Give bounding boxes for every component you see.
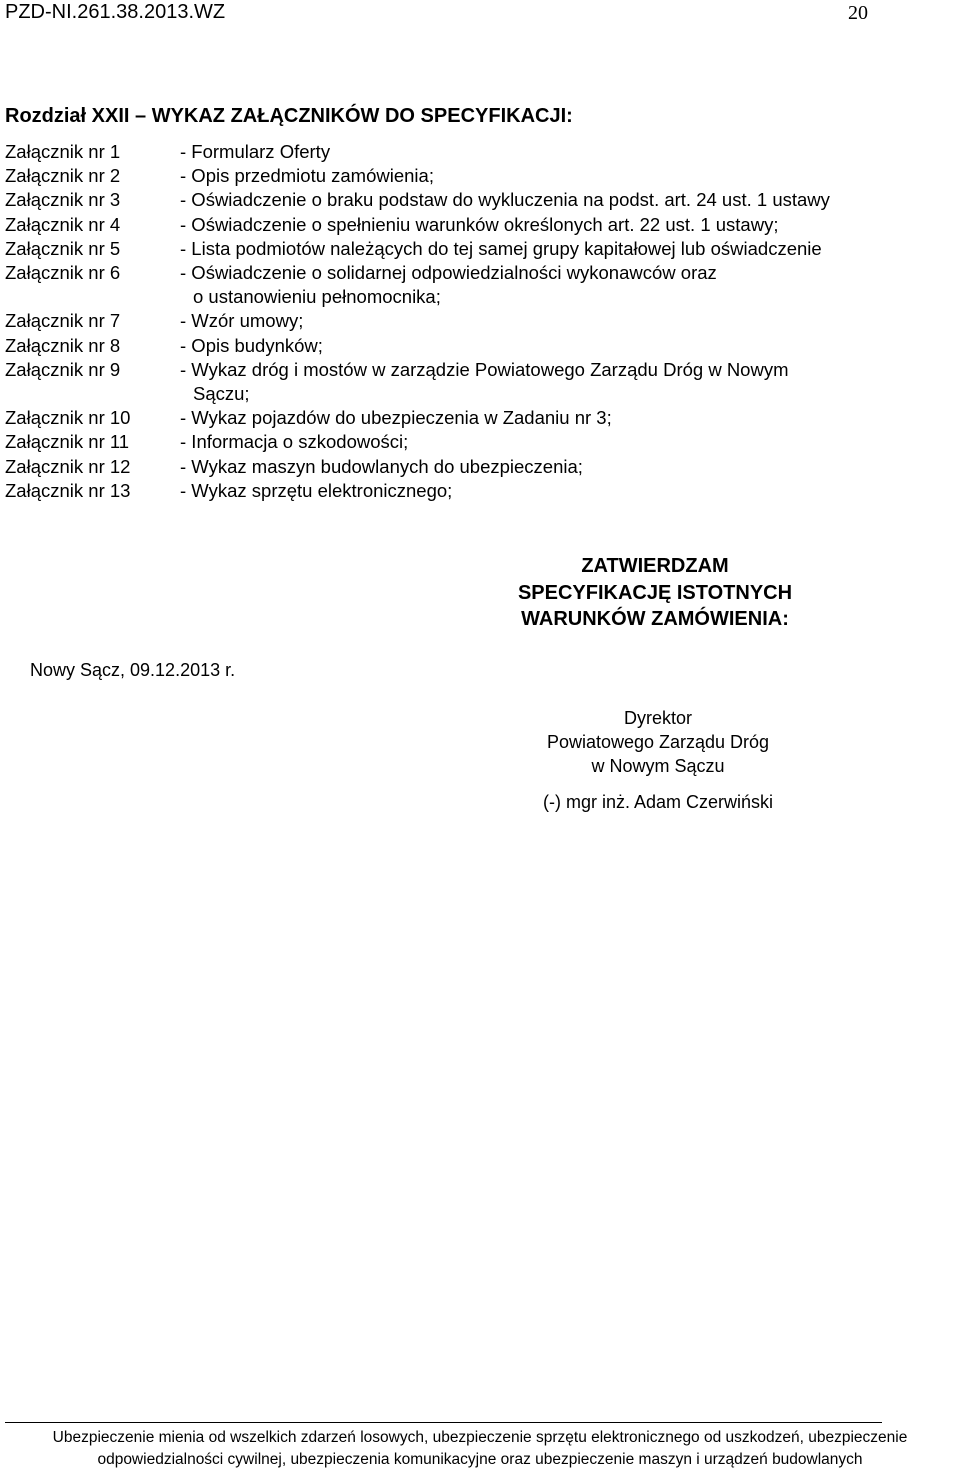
signature-name: (-) mgr inż. Adam Czerwiński	[542, 792, 774, 812]
chapter-title: Rozdział XXII – WYKAZ ZAŁĄCZNIKÓW DO SPECYFIKACJI:	[5, 105, 573, 127]
attachment-row	[5, 309, 955, 333]
attachment-row	[5, 430, 955, 454]
attachment-description	[180, 358, 955, 406]
attachment-label: Załącznik nr 10	[5, 407, 131, 429]
attachment-row	[5, 213, 955, 237]
attachment-label: Załącznik nr 4	[5, 213, 121, 235]
signature-city: w Nowym Sączu	[591, 756, 725, 776]
place-and-date: Nowy Sącz, 09.12.2013 r.	[30, 660, 236, 680]
attachment-description-line: - Wykaz pojazdów do ubezpieczenia w Zadaniu nr 3;	[180, 407, 612, 429]
attachment-row	[5, 479, 955, 503]
footer-divider	[5, 1422, 882, 1423]
footer	[0, 1427, 960, 1471]
attachment-label: Załącznik nr 1	[5, 141, 121, 162]
document-reference: PZD-NI.261.38.2013.WZ	[5, 1, 226, 23]
attachment-description	[180, 334, 955, 358]
attachment-description-line: - Wykaz sprzętu elektronicznego;	[180, 479, 453, 501]
attachment-label: Załącznik nr 11	[5, 431, 130, 453]
attachment-row	[5, 164, 955, 188]
attachment-description-line: - Wykaz maszyn budowlanych do ubezpieczenia;	[180, 455, 583, 477]
approval-line-2: SPECYFIKACJĘ ISTOTNYCH	[517, 581, 793, 604]
attachment-description	[180, 188, 955, 212]
attachment-description-line: - Oświadczenie o braku podstaw do wykluczenia na podst. art. 24 ust. 1 ustawy	[180, 189, 830, 211]
attachment-description	[180, 164, 955, 188]
attachment-description-line: - Lista podmiotów należących do tej samej grupy kapitałowej lub oświadczenie	[180, 237, 822, 259]
signature-title: Dyrektor	[623, 708, 692, 728]
attachment-row	[5, 140, 955, 164]
signature-block	[508, 706, 808, 814]
attachment-description-line: - Opis przedmiotu zamówienia;	[180, 165, 434, 187]
attachment-label: Załącznik nr 7	[5, 310, 121, 332]
attachment-description-line: - Oświadczenie o solidarnej odpowiedzialności wykonawców oraz	[180, 262, 717, 284]
footer-line-2: odpowiedzialności cywilnej, ubezpieczenia komunikacyjne oraz ubezpieczenie maszyn i urządzeń budowlanych	[97, 1451, 863, 1468]
attachment-description-line: o ustanowieniu pełnomocnika;	[193, 286, 441, 308]
attachment-description	[180, 261, 955, 309]
attachment-description-line: - Informacja o szkodowości;	[180, 431, 409, 453]
approval-line-3: WARUNKÓW ZAMÓWIENIA:	[521, 608, 789, 630]
attachment-label: Załącznik nr 9	[5, 358, 121, 380]
attachment-label: Załącznik nr 12	[5, 455, 131, 477]
attachment-description-line: - Wykaz dróg i mostów w zarządzie Powiatowego Zarządu Dróg w Nowym	[180, 358, 789, 380]
approval-block	[490, 553, 820, 633]
attachment-label: Załącznik nr 3	[5, 189, 121, 211]
attachment-label: Załącznik nr 6	[5, 262, 121, 284]
attachment-row	[5, 455, 955, 479]
attachment-row	[5, 406, 955, 430]
page-number: 20	[848, 2, 868, 24]
attachment-label: Załącznik nr 5	[5, 237, 121, 259]
attachment-label: Załącznik nr 13	[5, 479, 131, 501]
attachment-description-line: Sączu;	[193, 383, 250, 405]
attachment-label: Załącznik nr 8	[5, 334, 121, 356]
attachment-label: Załącznik nr 2	[5, 165, 121, 187]
attachment-description	[180, 309, 955, 333]
attachment-row	[5, 334, 955, 358]
attachment-row	[5, 261, 955, 309]
attachment-description-line: - Oświadczenie o spełnieniu warunków określonych art. 22 ust. 1 ustawy;	[180, 213, 779, 235]
attachment-description-line: - Opis budynków;	[180, 334, 323, 356]
approval-line-1: ZATWIERDZAM	[581, 555, 729, 577]
attachment-description	[180, 455, 955, 479]
attachment-description	[180, 213, 955, 237]
attachment-row	[5, 188, 955, 212]
attachment-description	[180, 406, 955, 430]
signature-institution: Powiatowego Zarządu Dróg	[546, 732, 770, 752]
attachment-description-line: - Formularz Oferty	[180, 141, 331, 162]
attachment-description-line: - Wzór umowy;	[180, 310, 304, 332]
attachment-description	[180, 237, 955, 261]
attachment-row	[5, 358, 955, 406]
attachment-row	[5, 237, 955, 261]
attachment-description	[180, 479, 955, 503]
attachment-description	[180, 430, 955, 454]
attachment-list	[5, 140, 955, 503]
footer-line-1: Ubezpieczenie mienia od wszelkich zdarzeń losowych, ubezpieczenie sprzętu elektronicznego od uszkodzeń, ubezpieczenie	[52, 1429, 908, 1446]
attachment-description	[180, 140, 955, 164]
